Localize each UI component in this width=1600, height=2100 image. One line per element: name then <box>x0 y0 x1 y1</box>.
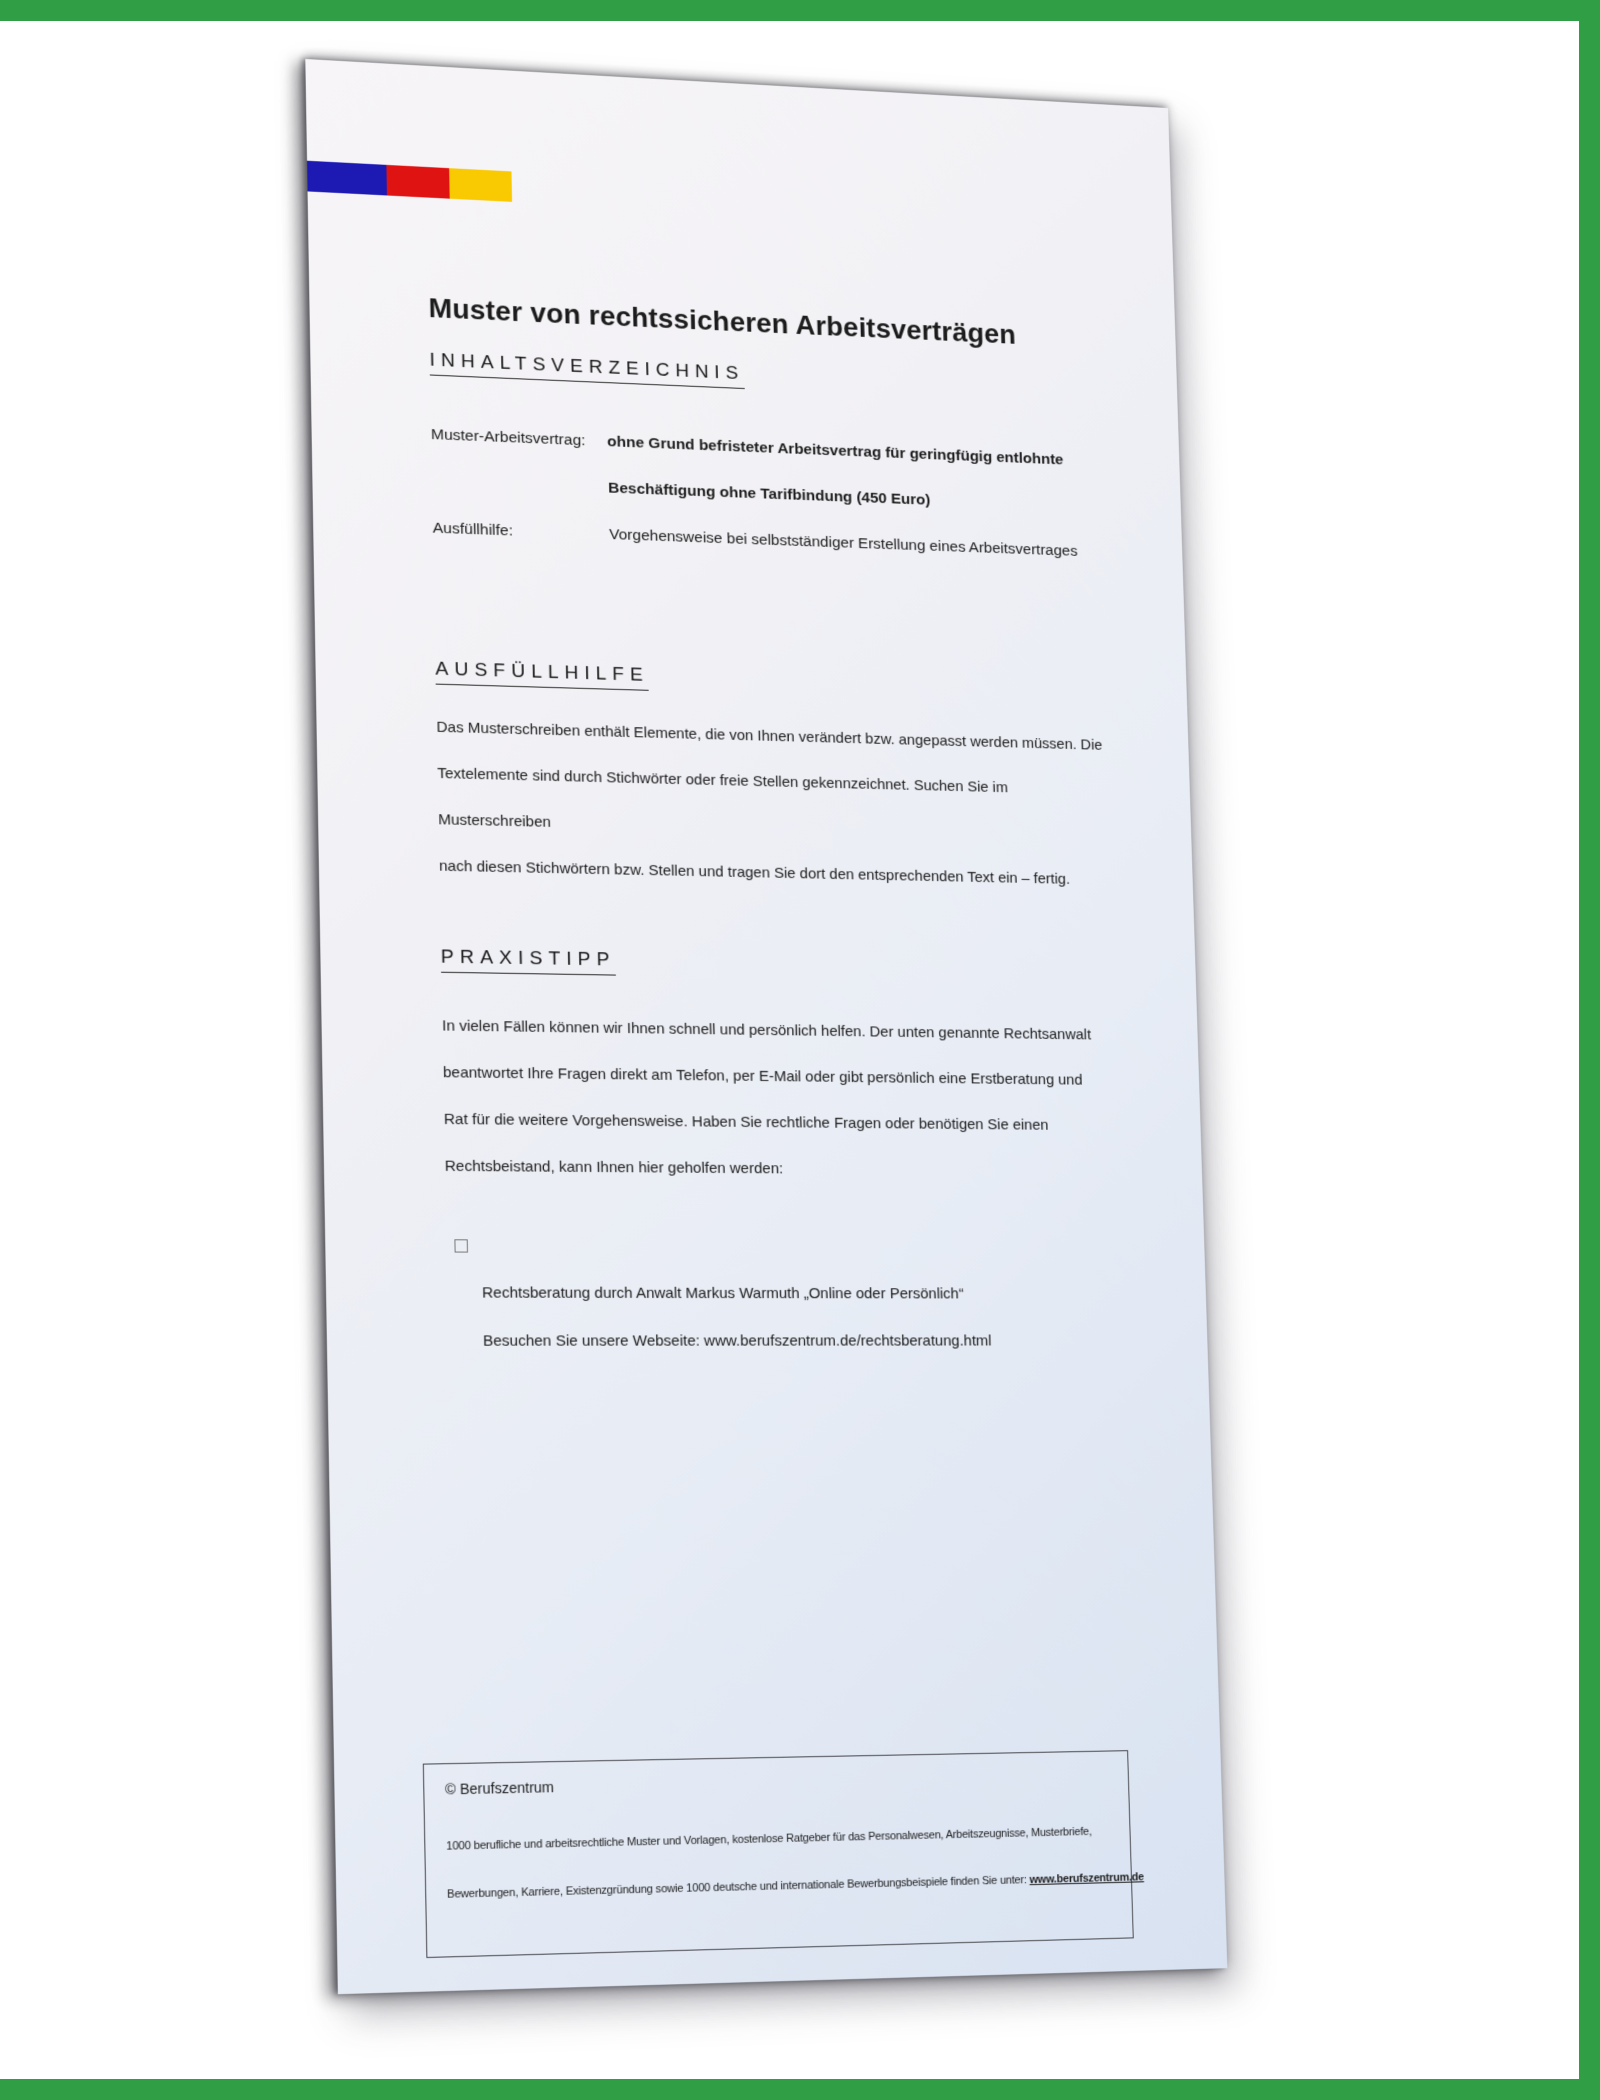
document-title: Muster von rechtssicheren Arbeitsverträgen <box>428 292 1017 350</box>
copyright-line: © Berufszentrum <box>444 1778 555 1798</box>
toc-heading: INHALTSVERZEICHNIS <box>429 350 744 389</box>
toc-rows <box>431 411 1109 575</box>
green-border-bottom <box>0 2079 1600 2100</box>
footer-box <box>423 1750 1145 1958</box>
toc-row-label: Ausfüllhilfe: <box>432 519 514 540</box>
flag-yellow-segment <box>449 168 512 202</box>
green-border-top <box>0 0 1600 21</box>
list-item-rechtsberatung <box>446 1221 1133 1365</box>
flag-red-segment <box>386 165 449 199</box>
flag-bar-icon <box>307 161 512 202</box>
footer-text-line2: Bewerbungen, Karriere, Existenzgründung sowie 1000 deutsche und internationale Bewerbungsbeispiele finden Sie unter: www.berufszentrum.de <box>446 1871 1145 1901</box>
section-heading-praxistipp: PRAXISTIPP <box>441 946 616 975</box>
document-sheet <box>305 59 1227 1994</box>
toc-row-value: ohne Grund befristeter Arbeitsvertrag für geringfügig entlohnte Beschäftigung ohne Tarifbindung (450 Euro) <box>606 433 1064 509</box>
footer-website-link: www.berufszentrum.de <box>1029 1871 1145 1887</box>
section-body-ausfuellhilfe: Das Musterschreiben enthält Elemente, die von Ihnen verändert bzw. angepasst werden müssen. Die Textelemente sind durch Stichwörter oder freie Stellen gekennzeichnet. Suchen Sie im Musterschreiben nach diesen Stichwörtern bzw. Stellen und tragen Sie dort den entsprechenden Text ein – fertig. <box>436 718 1103 888</box>
toc-row-label: Muster-Arbeitsvertrag: <box>430 426 586 450</box>
footer-text-line1: 1000 berufliche und arbeitsrechtliche Muster und Vorlagen, kostenlose Ratgeber für das Personalwesen, Arbeitszeugnisse, Musterbriefe, <box>446 1825 1092 1853</box>
footer-text <box>446 1808 1145 1919</box>
list-item-text: Rechtsberatung durch Anwalt Markus Warmuth „Online oder Persönlich“ Besuchen Sie unsere Webseite: www.berufszentrum.de/rechtsberatung.html <box>481 1284 992 1350</box>
toc-row-value: Vorgehensweise bei selbstständiger Erstellung eines Arbeitsvertrages <box>609 526 1078 560</box>
square-bullet-icon <box>454 1239 468 1252</box>
section-body-praxistipp: In vielen Fällen können wir Ihnen schnell und persönlich helfen. Der unten genannte Rechtsanwalt beantwortet Ihre Fragen direkt am Telefon, per E-Mail oder gibt persönlich eine Erstberatung und Rat für die weitere Vorgehensweise. Haben Sie rechtliche Fragen oder benötigen Sie einen Rechtsbeistand, kann Ihnen hier geholfen werden: <box>441 1017 1092 1178</box>
section-heading-ausfuellhilfe: AUSFÜLLHILFE <box>435 659 649 691</box>
green-border-right <box>1579 0 1600 2100</box>
flag-blue-segment <box>307 161 387 196</box>
